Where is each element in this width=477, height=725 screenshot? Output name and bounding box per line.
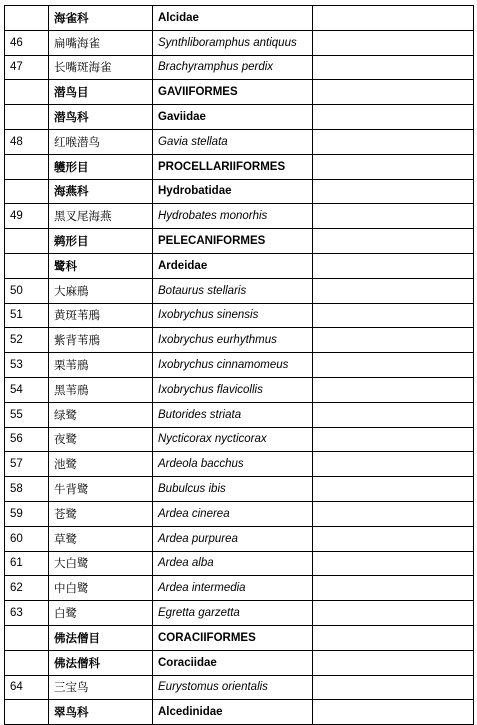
scientific-name-cell: Ixobrychus cinnamomeus xyxy=(153,353,313,378)
row-number-cell: 63 xyxy=(5,601,49,626)
species-row xyxy=(5,55,474,80)
chinese-name-cell: 鹈形目 xyxy=(49,229,153,254)
chinese-name-cell: 大麻鳽 xyxy=(49,278,153,303)
note-cell xyxy=(313,204,474,229)
chinese-name-cell: 翠鸟科 xyxy=(49,700,153,725)
scientific-name-cell: Synthliboramphus antiquus xyxy=(153,30,313,55)
chinese-name-cell: 草鹭 xyxy=(49,526,153,551)
species-row xyxy=(5,278,474,303)
scientific-name-cell: Ixobrychus eurhythmus xyxy=(153,328,313,353)
scientific-name-cell: Alcidae xyxy=(153,6,313,31)
species-row xyxy=(5,204,474,229)
taxon-header-row xyxy=(5,80,474,105)
scientific-name-cell: Eurystomus orientalis xyxy=(153,675,313,700)
species-row xyxy=(5,303,474,328)
row-number-cell: 56 xyxy=(5,427,49,452)
row-number-cell: 53 xyxy=(5,353,49,378)
chinese-name-cell: 扁嘴海雀 xyxy=(49,30,153,55)
chinese-name-cell: 潜鸟科 xyxy=(49,105,153,130)
row-number-cell xyxy=(5,105,49,130)
species-row xyxy=(5,452,474,477)
note-cell xyxy=(313,551,474,576)
note-cell xyxy=(313,303,474,328)
note-cell xyxy=(313,452,474,477)
chinese-name-cell: 黄斑苇鳽 xyxy=(49,303,153,328)
scientific-name-cell: Ardeola bacchus xyxy=(153,452,313,477)
species-row xyxy=(5,402,474,427)
chinese-name-cell: 牛背鹭 xyxy=(49,477,153,502)
chinese-name-cell: 红喉潜鸟 xyxy=(49,129,153,154)
scientific-name-cell: Botaurus stellaris xyxy=(153,278,313,303)
chinese-name-cell: 长嘴斑海雀 xyxy=(49,55,153,80)
species-row xyxy=(5,30,474,55)
note-cell xyxy=(313,601,474,626)
note-cell xyxy=(313,477,474,502)
note-cell xyxy=(313,402,474,427)
note-cell xyxy=(313,30,474,55)
row-number-cell: 61 xyxy=(5,551,49,576)
chinese-name-cell: 鹭科 xyxy=(49,253,153,278)
chinese-name-cell: 池鹭 xyxy=(49,452,153,477)
chinese-name-cell: 潜鸟目 xyxy=(49,80,153,105)
note-cell xyxy=(313,129,474,154)
scientific-name-cell: Butorides striata xyxy=(153,402,313,427)
chinese-name-cell: 佛法僧目 xyxy=(49,625,153,650)
taxon-header-row xyxy=(5,229,474,254)
chinese-name-cell: 中白鹭 xyxy=(49,576,153,601)
species-row xyxy=(5,526,474,551)
species-row xyxy=(5,601,474,626)
row-number-cell xyxy=(5,6,49,31)
chinese-name-cell: 栗苇鳽 xyxy=(49,353,153,378)
species-row xyxy=(5,377,474,402)
species-row xyxy=(5,427,474,452)
scientific-name-cell: Alcedinidae xyxy=(153,700,313,725)
note-cell xyxy=(313,278,474,303)
row-number-cell: 57 xyxy=(5,452,49,477)
scientific-name-cell: Gaviidae xyxy=(153,105,313,130)
note-cell xyxy=(313,700,474,725)
row-number-cell: 47 xyxy=(5,55,49,80)
scientific-name-cell: CORACIIFORMES xyxy=(153,625,313,650)
note-cell xyxy=(313,253,474,278)
scientific-name-cell: Hydrobatidae xyxy=(153,179,313,204)
scientific-name-cell: Ardea intermedia xyxy=(153,576,313,601)
row-number-cell: 62 xyxy=(5,576,49,601)
chinese-name-cell: 白鹭 xyxy=(49,601,153,626)
note-cell xyxy=(313,55,474,80)
taxon-header-row xyxy=(5,179,474,204)
chinese-name-cell: 夜鹭 xyxy=(49,427,153,452)
scientific-name-cell: PELECANIFORMES xyxy=(153,229,313,254)
note-cell xyxy=(313,625,474,650)
row-number-cell xyxy=(5,650,49,675)
row-number-cell xyxy=(5,154,49,179)
chinese-name-cell: 黑叉尾海燕 xyxy=(49,204,153,229)
note-cell xyxy=(313,353,474,378)
row-number-cell: 59 xyxy=(5,501,49,526)
scientific-name-cell: Ixobrychus sinensis xyxy=(153,303,313,328)
chinese-name-cell: 苍鹭 xyxy=(49,501,153,526)
species-row xyxy=(5,477,474,502)
row-number-cell: 49 xyxy=(5,204,49,229)
chinese-name-cell: 大白鹭 xyxy=(49,551,153,576)
chinese-name-cell: 绿鹭 xyxy=(49,402,153,427)
row-number-cell: 54 xyxy=(5,377,49,402)
scientific-name-cell: Bubulcus ibis xyxy=(153,477,313,502)
species-row xyxy=(5,501,474,526)
row-number-cell: 64 xyxy=(5,675,49,700)
species-row xyxy=(5,675,474,700)
row-number-cell: 55 xyxy=(5,402,49,427)
row-number-cell xyxy=(5,229,49,254)
row-number-cell: 46 xyxy=(5,30,49,55)
species-row xyxy=(5,328,474,353)
scientific-name-cell: Ixobrychus flavicollis xyxy=(153,377,313,402)
note-cell xyxy=(313,80,474,105)
note-cell xyxy=(313,650,474,675)
species-table-body xyxy=(5,6,474,725)
row-number-cell xyxy=(5,625,49,650)
taxon-header-row xyxy=(5,650,474,675)
scientific-name-cell: GAVIIFORMES xyxy=(153,80,313,105)
taxon-header-row xyxy=(5,625,474,650)
note-cell xyxy=(313,6,474,31)
note-cell xyxy=(313,526,474,551)
row-number-cell: 58 xyxy=(5,477,49,502)
row-number-cell xyxy=(5,700,49,725)
taxon-header-row xyxy=(5,700,474,725)
species-table xyxy=(4,5,474,725)
scientific-name-cell: Ardea cinerea xyxy=(153,501,313,526)
row-number-cell: 60 xyxy=(5,526,49,551)
row-number-cell: 50 xyxy=(5,278,49,303)
scientific-name-cell: Nycticorax nycticorax xyxy=(153,427,313,452)
scientific-name-cell: Ardeidae xyxy=(153,253,313,278)
scientific-name-cell: Egretta garzetta xyxy=(153,601,313,626)
chinese-name-cell: 佛法僧科 xyxy=(49,650,153,675)
note-cell xyxy=(313,154,474,179)
row-number-cell: 48 xyxy=(5,129,49,154)
chinese-name-cell: 紫背苇鳽 xyxy=(49,328,153,353)
note-cell xyxy=(313,179,474,204)
note-cell xyxy=(313,576,474,601)
taxon-header-row xyxy=(5,154,474,179)
species-row xyxy=(5,551,474,576)
species-row xyxy=(5,576,474,601)
scientific-name-cell: Brachyramphus perdix xyxy=(153,55,313,80)
species-row xyxy=(5,353,474,378)
scientific-name-cell: Ardea alba xyxy=(153,551,313,576)
row-number-cell xyxy=(5,253,49,278)
note-cell xyxy=(313,229,474,254)
note-cell xyxy=(313,105,474,130)
chinese-name-cell: 海雀科 xyxy=(49,6,153,31)
row-number-cell: 51 xyxy=(5,303,49,328)
scientific-name-cell: Ardea purpurea xyxy=(153,526,313,551)
taxon-header-row xyxy=(5,6,474,31)
note-cell xyxy=(313,501,474,526)
chinese-name-cell: 鹱形目 xyxy=(49,154,153,179)
chinese-name-cell: 黑苇鳽 xyxy=(49,377,153,402)
scientific-name-cell: PROCELLARIIFORMES xyxy=(153,154,313,179)
scientific-name-cell: Gavia stellata xyxy=(153,129,313,154)
note-cell xyxy=(313,377,474,402)
note-cell xyxy=(313,675,474,700)
taxon-header-row xyxy=(5,253,474,278)
row-number-cell xyxy=(5,80,49,105)
chinese-name-cell: 三宝鸟 xyxy=(49,675,153,700)
note-cell xyxy=(313,427,474,452)
note-cell xyxy=(313,328,474,353)
row-number-cell: 52 xyxy=(5,328,49,353)
species-row xyxy=(5,129,474,154)
scientific-name-cell: Coraciidae xyxy=(153,650,313,675)
taxon-header-row xyxy=(5,105,474,130)
scientific-name-cell: Hydrobates monorhis xyxy=(153,204,313,229)
chinese-name-cell: 海燕科 xyxy=(49,179,153,204)
row-number-cell xyxy=(5,179,49,204)
